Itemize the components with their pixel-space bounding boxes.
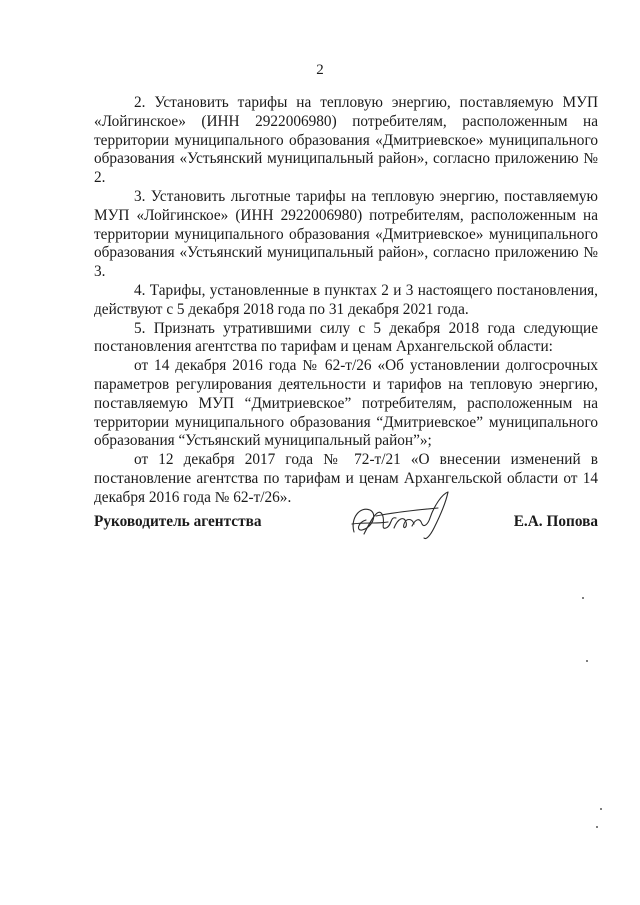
signatory-name: Е.А. Попова bbox=[513, 513, 598, 530]
scan-speck bbox=[596, 826, 598, 828]
handwritten-signature bbox=[346, 488, 456, 544]
signatory-title: Руководитель агентства bbox=[94, 513, 262, 530]
document-body bbox=[94, 94, 598, 508]
paragraph-invalidation: 5. Признать утратившими силу с 5 декабря 2018 года следующие постановления агентства по тарифам и ценам Архангельской области: bbox=[94, 319, 598, 356]
scan-speck bbox=[582, 597, 584, 599]
paragraph-preferential-tariffs: 3. Установить льготные тарифы на тепловую энергию, поставляемую МУП «Лойгинское» (ИНН 2922006980) потребителям, расположенным на территории муниципального образования «Дмитриевское» муниципального образования «Устьянский муниципальный район», согласно приложению № 3. bbox=[94, 187, 598, 281]
paragraph-resolution-72: от 12 декабря 2017 года № 72-т/21 «О внесении изменений в постановление агентства по тарифам и ценам Архангельской области от 14 декабря 2016 года № 62-т/26». bbox=[94, 451, 598, 506]
scan-speck bbox=[586, 660, 588, 662]
signature-block bbox=[94, 502, 598, 546]
scan-speck bbox=[600, 808, 602, 810]
paragraph-resolution-62: от 14 декабря 2016 года № 62-т/26 «Об установлении долгосрочных параметров регулирования деятельности и тарифов на тепловую энергию, поставляемую МУП “Дмитриевское” потребителям, расположенным на территории муниципального образования “Дмитриевское” муниципального образования “Устьянский муниципальный район”»; bbox=[94, 357, 598, 450]
paragraph-validity-period: 4. Тарифы, установленные в пунктах 2 и 3 настоящего постановления, действуют с 5 декабря 2018 года по 31 декабря 2021 года. bbox=[94, 281, 598, 318]
page-number: 2 bbox=[316, 62, 324, 78]
paragraph-tariffs: 2. Установить тарифы на тепловую энергию, поставляемую МУП «Лойгинское» (ИНН 2922006980) потребителям, расположенным на территории муниципального образования «Дмитриевское» муниципального образования «Устьянский муниципальный район», согласно приложению № 2. bbox=[94, 94, 598, 187]
